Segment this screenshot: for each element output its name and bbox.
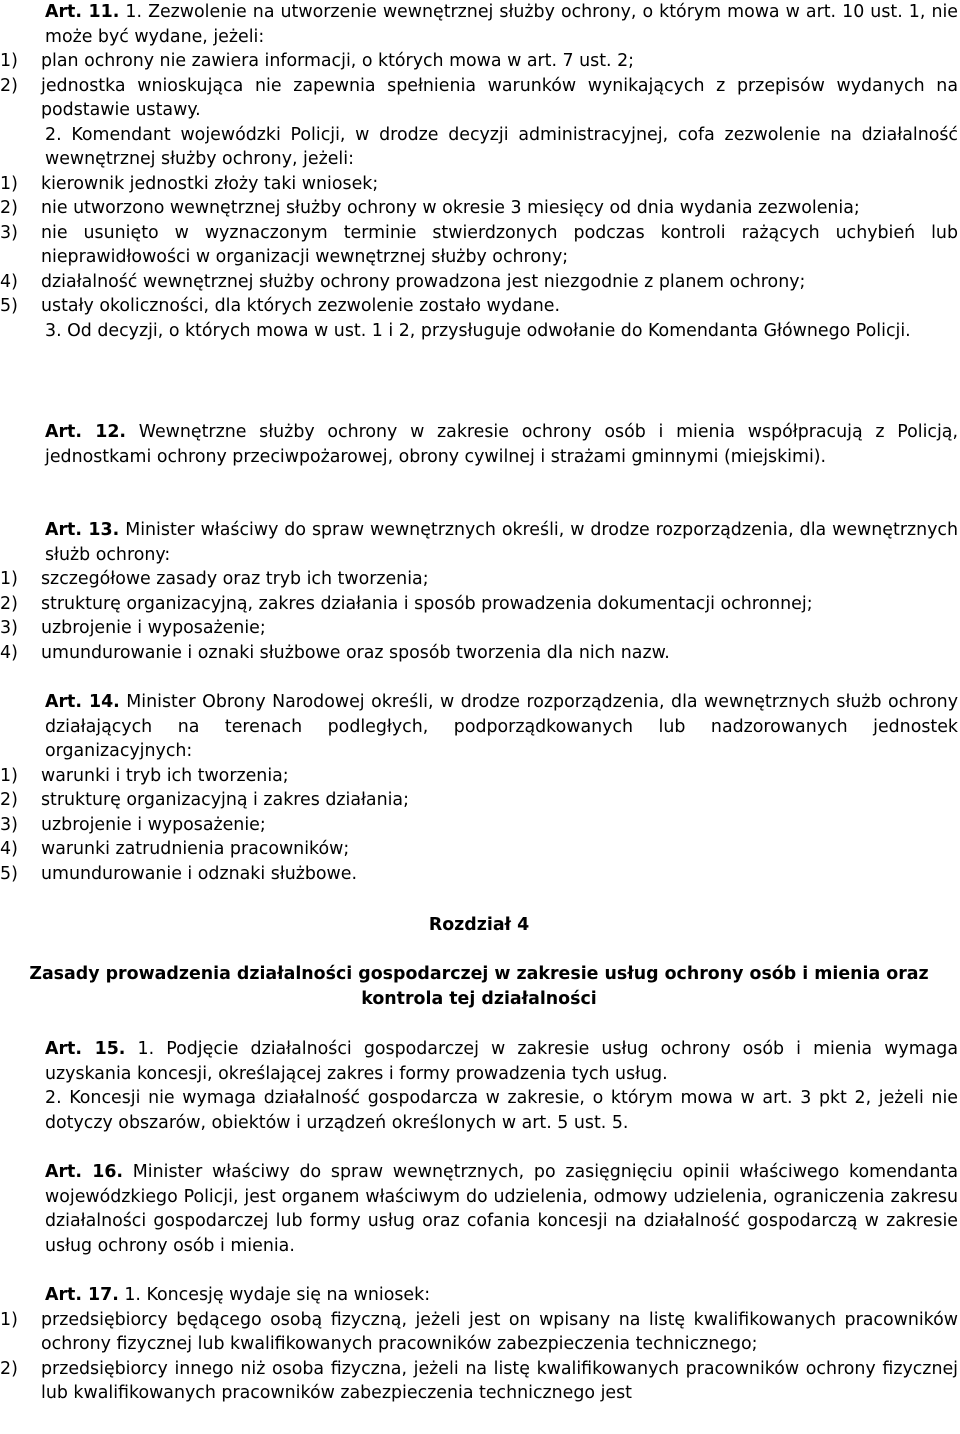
list-item: 2) strukturę organizacyjną, zakres działania i sposób prowadzenia dokumentacji ochronnej; bbox=[0, 593, 813, 614]
art12-text: Art. 12. Wewnętrzne służby ochrony w zakresie ochrony osób i mienia współpracują z Policją, jednostkami ochrony przeciwpożarowej, obrony cywilnej i strażami gminnymi (miejskimi). bbox=[45, 422, 958, 467]
article-14 bbox=[0, 690, 958, 886]
list-item: 3) nie usunięto w wyznaczonym terminie stwierdzonych podczas kontroli rażących uchybień lub nieprawidłowości w organizacji wewnętrznej służby ochrony; bbox=[0, 222, 958, 267]
art11-par1 bbox=[0, 0, 958, 49]
list-item: 4) działalność wewnętrznej służby ochrony prowadzona jest niezgodnie z planem ochrony; bbox=[0, 271, 806, 292]
art11-par1-text: Zezwolenie na utworzenie wewnętrznej służby ochrony, o którym mowa w art. 10 ust. 1, nie może być wydane, jeżeli: bbox=[45, 2, 958, 47]
chapter-title: Zasady prowadzenia działalności gospodarczej w zakresie usług ochrony osób i mienia oraz kontrola tej działalności bbox=[29, 964, 929, 1009]
art15-heading: Art. 15. bbox=[45, 1039, 126, 1059]
article-15 bbox=[0, 1037, 958, 1135]
list-item: 1) przedsiębiorcy będącego osobą fizyczną, jeżeli jest on wpisany na listę kwalifikowanych pracowników ochrony fizycznej lub kwalifikowanych pracowników zabezpieczenia technicznego; bbox=[0, 1309, 958, 1354]
list-item: 2) nie utworzono wewnętrznej służby ochrony w okresie 3 miesięcy od dnia wydania zezwolenia; bbox=[0, 198, 860, 218]
art11-par3: 3. Od decyzji, o których mowa w ust. 1 i 2, przysługuje odwołanie do Komendanta Głównego Policji. bbox=[45, 320, 911, 341]
art17-par1: Art. 17. 1. Koncesję wydaje się na wniosek: bbox=[45, 1285, 431, 1305]
list-item: 2) strukturę organizacyjną i zakres działania; bbox=[0, 790, 409, 810]
list-item: 5) umundurowanie i odznaki służbowe. bbox=[0, 863, 357, 884]
art15-par1: Art. 15. 1. Podjęcie działalności gospodarczej w zakresie usług ochrony osób i mienia wymaga uzyskania koncesji, określającej zakres i formy prowadzenia tych usług. bbox=[45, 1039, 959, 1084]
list-item: 3) uzbrojenie i wyposażenie; bbox=[0, 618, 266, 638]
list-item: 2) przedsiębiorcy innego niż osoba fizyczna, jeżeli na listę kwalifikowanych pracowników ochrony fizycznej lub kwalifikowanych pracowników zabezpieczenia technicznego jest bbox=[0, 1358, 958, 1403]
list-item: 4) umundurowanie i oznaki służbowe oraz sposób tworzenia dla nich nazw. bbox=[0, 642, 670, 663]
art13-text: Art. 13. Minister właściwy do spraw wewnętrznych określi, w drodze rozporządzenia, dla wewnętrznych służb ochrony: bbox=[45, 520, 958, 565]
article-11 bbox=[0, 0, 958, 343]
list-item: 1) warunki i tryb ich tworzenia; bbox=[0, 765, 289, 786]
list-item: 3) uzbrojenie i wyposażenie; bbox=[0, 814, 266, 835]
art17-heading: Art. 17. bbox=[45, 1285, 119, 1305]
list-item: 1) kierownik jednostki złoży taki wniosek; bbox=[0, 173, 379, 194]
art15-par2: 2. Koncesji nie wymaga działalność gospodarcza w zakresie, o którym mowa w art. 3 pkt 2, jeżeli nie dotyczy obszarów, obiektów i urządzeń określonych w art. 5 ust. 5. bbox=[45, 1088, 958, 1133]
article-16 bbox=[0, 1160, 958, 1258]
article-12 bbox=[0, 420, 958, 469]
list-item: 4) warunki zatrudnienia pracowników; bbox=[0, 839, 350, 859]
chapter-heading bbox=[0, 913, 958, 938]
article-17 bbox=[0, 1283, 958, 1406]
art16-heading: Art. 16. bbox=[45, 1162, 124, 1182]
list-item: 1) szczegółowe zasady oraz tryb ich tworzenia; bbox=[0, 569, 429, 589]
art14-heading: Art. 14. bbox=[45, 692, 120, 712]
list-item: 5) ustały okoliczności, dla których zezwolenie zostało wydane. bbox=[0, 296, 561, 316]
list-item: 1) plan ochrony nie zawiera informacji, o których mowa w art. 7 ust. 2; bbox=[0, 51, 634, 71]
art16-text: Art. 16. Minister właściwy do spraw wewnętrznych, po zasięgnięciu opinii właściwego komendanta wojewódzkiego Policji, jest organem właściwym do udzielenia, odmowy udzielenia, ograniczenia zakresu działalności gospodarczej lub formy usług oraz cofania koncesji na działalność gospodarczą w zakresie usług ochrony osób i mienia. bbox=[45, 1162, 958, 1256]
art12-heading: Art. 12. bbox=[45, 422, 127, 442]
article-13 bbox=[0, 518, 958, 665]
chapter-title-block bbox=[20, 962, 938, 1011]
art11-par1-number: 1. bbox=[125, 2, 142, 22]
art14-text: Art. 14. Minister Obrony Narodowej określi, w drodze rozporządzenia, dla wewnętrznych służb ochrony działających na terenach podległych, podporządkowanych lub nadzorowanych jednostek organizacyjnych: bbox=[45, 692, 958, 761]
list-item: 2) jednostka wnioskująca nie zapewnia spełnienia warunków wynikających z przepisów wydanych na podstawie ustawy. bbox=[0, 75, 958, 120]
chapter-number: Rozdział 4 bbox=[428, 915, 530, 935]
art11-par2: 2. Komendant wojewódzki Policji, w drodze decyzji administracyjnej, cofa zezwolenie na działalność wewnętrznej służby ochrony, jeżeli: bbox=[45, 124, 958, 169]
art11-heading: Art. 11. bbox=[45, 2, 120, 22]
art13-heading: Art. 13. bbox=[45, 520, 120, 540]
